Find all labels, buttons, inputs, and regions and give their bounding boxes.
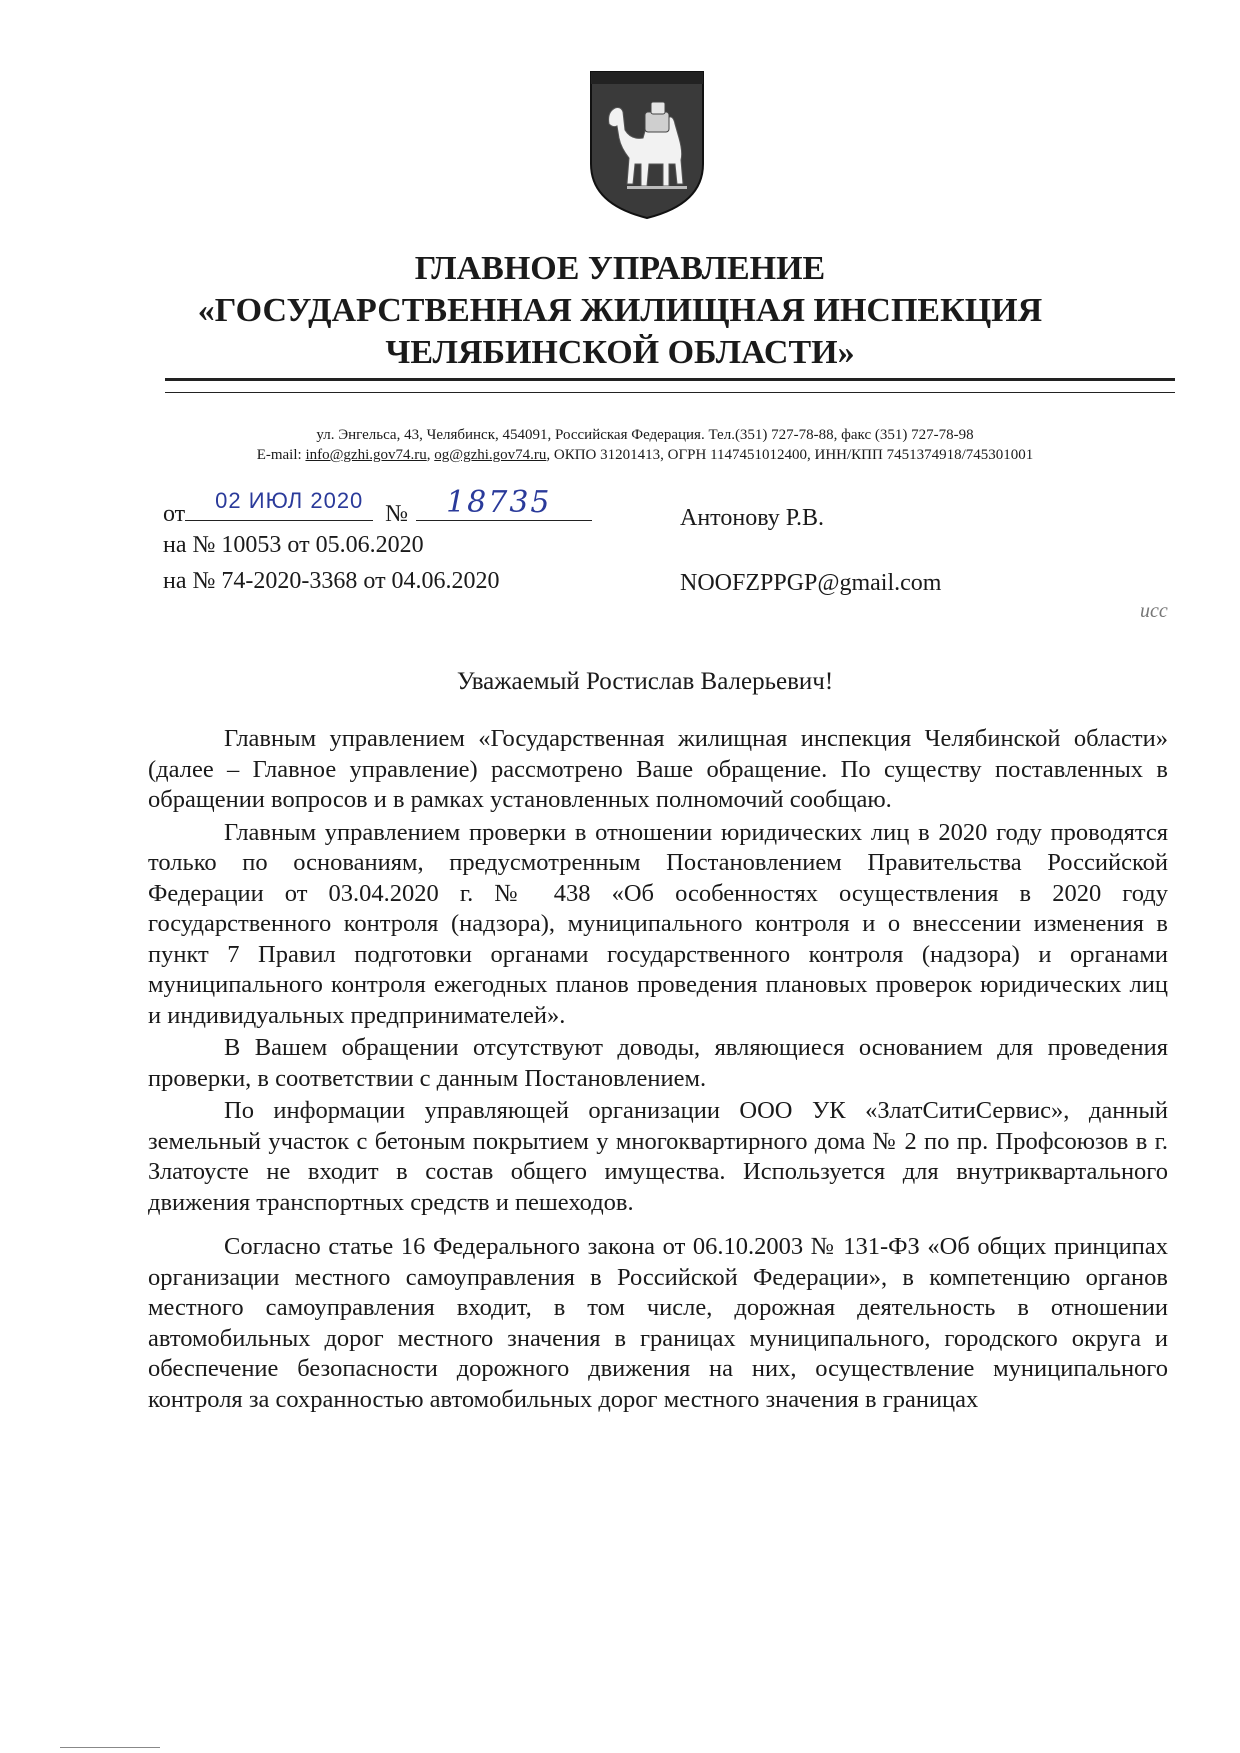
organization-name (150, 248, 1090, 374)
footer-mark (60, 1747, 160, 1748)
number-label: № (385, 501, 409, 527)
header-rule-thick (165, 378, 1175, 381)
reference-line-1: на № 10053 от 05.06.2020 (163, 532, 424, 558)
paragraph-3: В Вашем обращении отсутствуют доводы, являющиеся основанием для проведения проверки, в соответствии с данным Постановлением. (148, 1034, 1168, 1092)
requisites: , ОКПО 31201413, ОГРН 1147451012400, ИНН/КПП 7451374918/745301001 (546, 447, 1034, 463)
org-name-line-3: ЧЕЛЯБИНСКОЙ ОБЛАСТИ» (385, 334, 855, 371)
email-link-info[interactable]: info@gzhi.gov74.ru (305, 447, 427, 463)
from-label: от (163, 501, 186, 527)
org-name-line-1: ГЛАВНОЕ УПРАВЛЕНИЕ (414, 250, 826, 287)
paragraph-5: Согласно статье 16 Федерального закона от 06.10.2003 № 131-ФЗ «Об общих принципах организации местного самоуправления в Российской Федерации», в компетенцию органов местного самоуправления входит, в том числе, дорожная деятельность в отношении автомобильных дорог местного значения в границах муниципального, городского округа и обеспечение безопасности дорожного движения на них, осуществление муниципального контроля за сохранностью автомобильных дорог местного значения в границах (148, 1233, 1168, 1413)
paragraph-1: Главным управлением «Государственная жилищная инспекция Челябинской области» (далее – Главное управление) рассмотрено Ваше обращение. По существу поставленных в обращении вопросов и в рамках установленных полномочий сообщаю. (148, 725, 1168, 813)
reference-line-2: на № 74-2020-3368 от 04.06.2020 (163, 568, 500, 594)
salutation: Уважаемый Ростислав Валерьевич! (456, 668, 834, 695)
margin-mark: исс (1140, 600, 1168, 622)
registration-line (163, 485, 592, 531)
addressee-name: Антонову Р.В. (680, 505, 825, 531)
contacts-address-line: ул. Энгельса, 43, Челябинск, 454091, Российская Федерация. Тел.(351) 727-78-88, факс (351) 727-78-98 (316, 427, 974, 443)
addressee-email: NOOFZPPGP@gmail.com (680, 570, 942, 596)
chelyabinsk-coat-of-arms-icon (587, 68, 707, 220)
org-name-line-2: «ГОСУДАРСТВЕННАЯ ЖИЛИЩНАЯ ИНСПЕКЦИЯ (197, 292, 1043, 329)
handwritten-number: 18735 (446, 485, 552, 520)
email-separator: , (426, 447, 435, 463)
contacts-email-line (150, 445, 1140, 465)
contacts-block (150, 425, 1140, 465)
date-field (185, 488, 373, 521)
number-field (416, 485, 592, 521)
email-label: E-mail: (256, 447, 306, 463)
date-stamp: 02 ИЮЛ 2020 (215, 488, 364, 513)
header-rule-thin (165, 392, 1175, 393)
paragraph-2: Главным управлением проверки в отношении юридических лиц в 2020 году проводятся только по основаниям, предусмотренным Постановлением Правительства Российской Федерации от 03.04.2020 г. № 438 «Об особенностях осуществления в 2020 году государственного контроля (надзора), муниципального контроля и о внессении изменения в пункт 7 Правил подготовки органами государственного контроля (надзора) и органами муниципального контроля ежегодных планов проведения плановых проверок юридических лиц и индивидуальных предпринимателей». (148, 818, 1168, 1029)
paragraph-4: По информации управляющей организации ООО УК «ЗлатСитиСервис», данный земельный участок с бетоным покрытием у многоквартирного дома № 2 по пр. Профсоюзов в г. Златоусте не входит в состав общего имущества. Используется для внутриквартального движения транспортных средств и пешеходов. (148, 1097, 1168, 1216)
letter-body (148, 724, 1168, 1417)
email-link-og[interactable]: og@gzhi.gov74.ru (434, 447, 547, 463)
